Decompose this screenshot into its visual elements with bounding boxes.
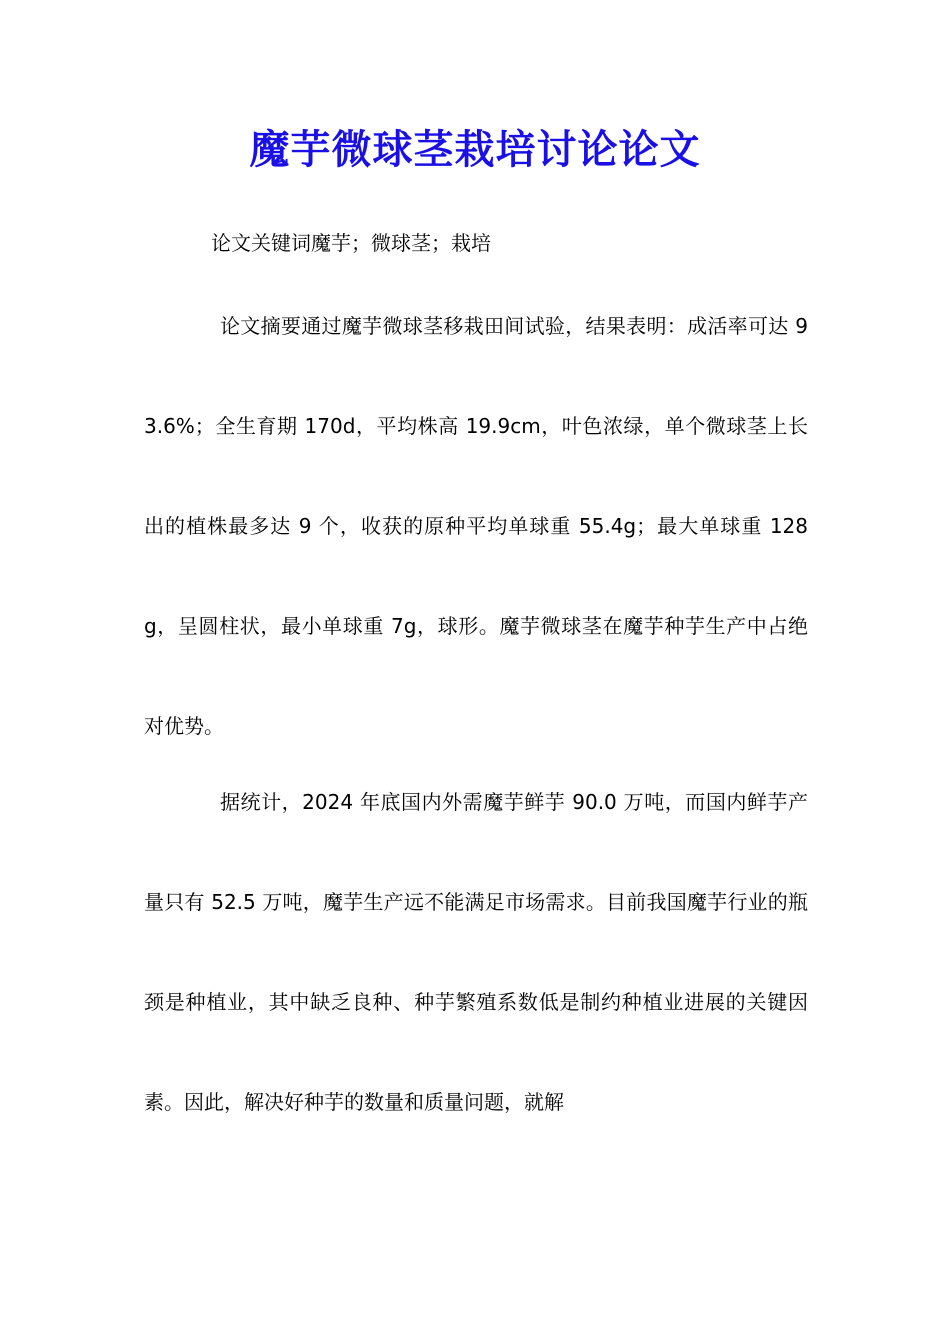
abstract-paragraph: 论文摘要通过魔芋微球茎移栽田间试验，结果表明：成活率可达 93.6%；全生育期 170d，平均株高 19.9cm，叶色浓绿，单个微球茎上长出的植株最多达 9 个，收获的原种平均单球重 55.4g；最大单球重 128g，呈圆柱状，最小单球重 7g，球形。魔芋微球茎在魔芋种芋生产中占绝对优势。 — [144, 314, 808, 738]
keywords-line: 论文关键词魔芋；微球茎；栽培 — [211, 231, 491, 255]
document-title: 魔芋微球茎栽培讨论论文 — [249, 126, 701, 173]
body-paragraph: 据统计，2024 年底国内外需魔芋鲜芋 90.0 万吨，而国内鲜芋产量只有 52.5 万吨，魔芋生产远不能满足市场需求。目前我国魔芋行业的瓶颈是种植业，其中缺乏良种、种芋繁殖系数低是制约种植业进展的关键因素。因此，解决好种芋的数量和质量问题，就解 — [144, 790, 808, 1114]
